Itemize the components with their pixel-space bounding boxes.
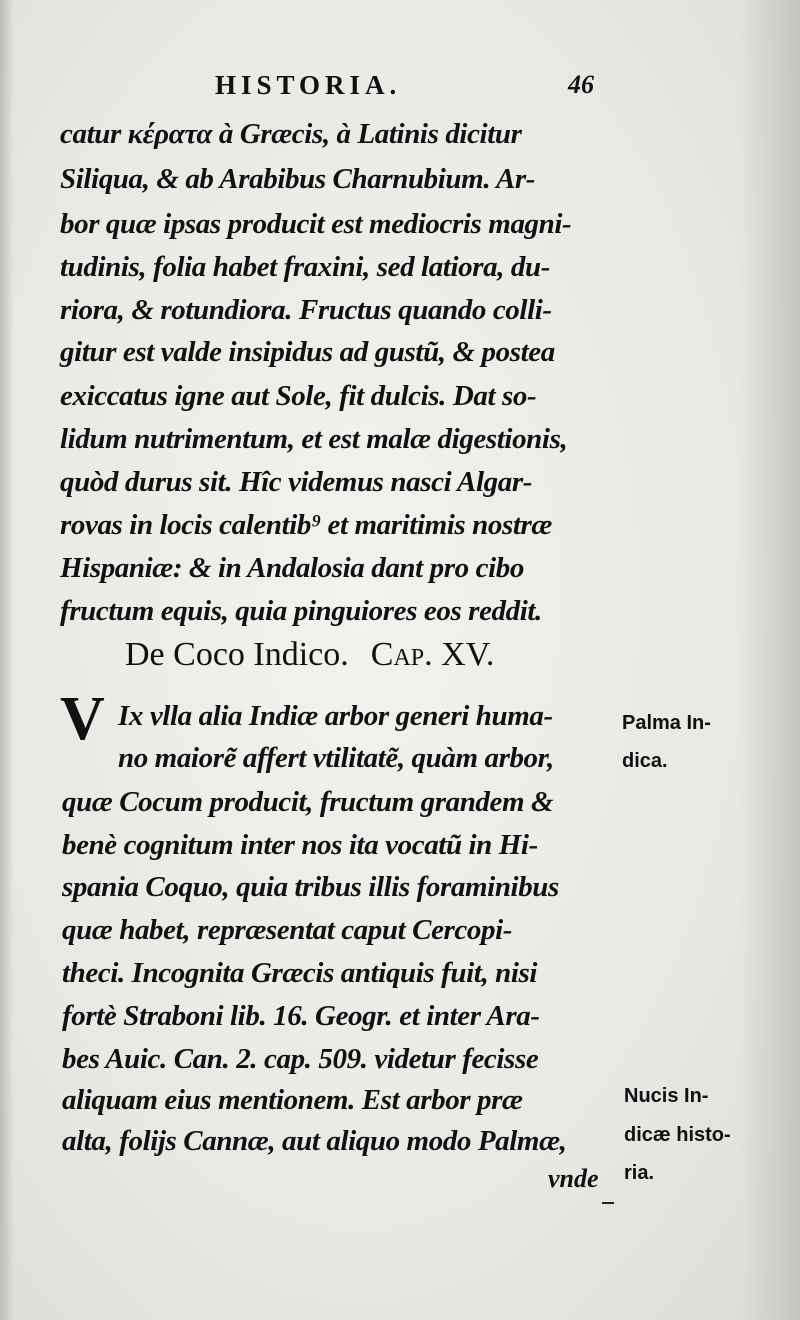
page-edge-shadow [0, 0, 14, 1320]
text-line: theci. Incognita Græcis antiquis fuit, nisi [62, 957, 538, 989]
chapter-number: Cap. XV. [370, 636, 495, 673]
page-edge-shadow [740, 0, 800, 1320]
text-line: spania Coquo, quia tribus illis foraminibus [62, 871, 559, 903]
text-line: riora, & rotundiora. Fructus quando colli- [60, 294, 552, 326]
text-line: gitur est valde insipidus ad gustũ, & postea [60, 336, 555, 368]
text-line: Hispaniæ: & in Andalosia dant pro cibo [60, 552, 524, 584]
running-head: HISTORIA. [215, 70, 402, 100]
text-line: Ix vlla alia Indiæ arbor generi huma- [118, 700, 553, 732]
text-line: Siliqua, & ab Arabibus Charnubium. Ar- [60, 163, 536, 195]
text-line: benè cognitum inter nos ita vocatũ in Hi- [62, 829, 538, 861]
margin-note: Nucis In- [624, 1085, 709, 1107]
text-line: tudinis, folia habet fraxini, sed latiora, du- [60, 251, 550, 283]
text-line: alta, folijs Cannæ, aut aliquo modo Palmæ, [62, 1125, 567, 1157]
margin-note: dica. [622, 750, 668, 772]
text-line: aliquam eius mentionem. Est arbor præ [62, 1084, 523, 1116]
drop-cap: V [60, 685, 105, 753]
text-line: fructum equis, quia pinguiores eos reddit. [60, 595, 542, 627]
text-line: rovas in locis calentib⁹ et maritimis nostræ [60, 509, 552, 541]
text-line: lidum nutrimentum, et est malæ digestionis, [60, 423, 568, 455]
margin-note: ria. [624, 1162, 655, 1184]
text-line: no maiorẽ affert vtilitatẽ, quàm arbor, [118, 742, 554, 774]
text-line: exiccatus igne aut Sole, fit dulcis. Dat so- [60, 380, 537, 412]
text-line: fortè Straboni lib. 16. Geogr. et inter Ara- [62, 1000, 540, 1032]
margin-note: Palma In- [622, 712, 711, 734]
margin-note: dicæ histo- [624, 1124, 731, 1146]
text-line: quæ Cocum producit, fructum grandem & [62, 786, 554, 818]
text-line: catur κέρατα à Græcis, à Latinis dicitur [60, 118, 522, 150]
catchword-mark [602, 1202, 614, 1204]
chapter-heading [125, 636, 494, 674]
page-number: 46 [568, 70, 594, 99]
text-line: bor quæ ipsas producit est mediocris magni- [60, 208, 572, 240]
chapter-title: De Coco Indico. [125, 636, 349, 673]
text-line: quæ habet, repræsentat caput Cercopi- [62, 914, 513, 946]
text-line: bes Auic. Can. 2. cap. 509. videtur fecisse [62, 1043, 539, 1075]
catchword: vnde [548, 1164, 599, 1193]
text-line: quòd durus sit. Hîc videmus nasci Algar- [60, 466, 532, 498]
